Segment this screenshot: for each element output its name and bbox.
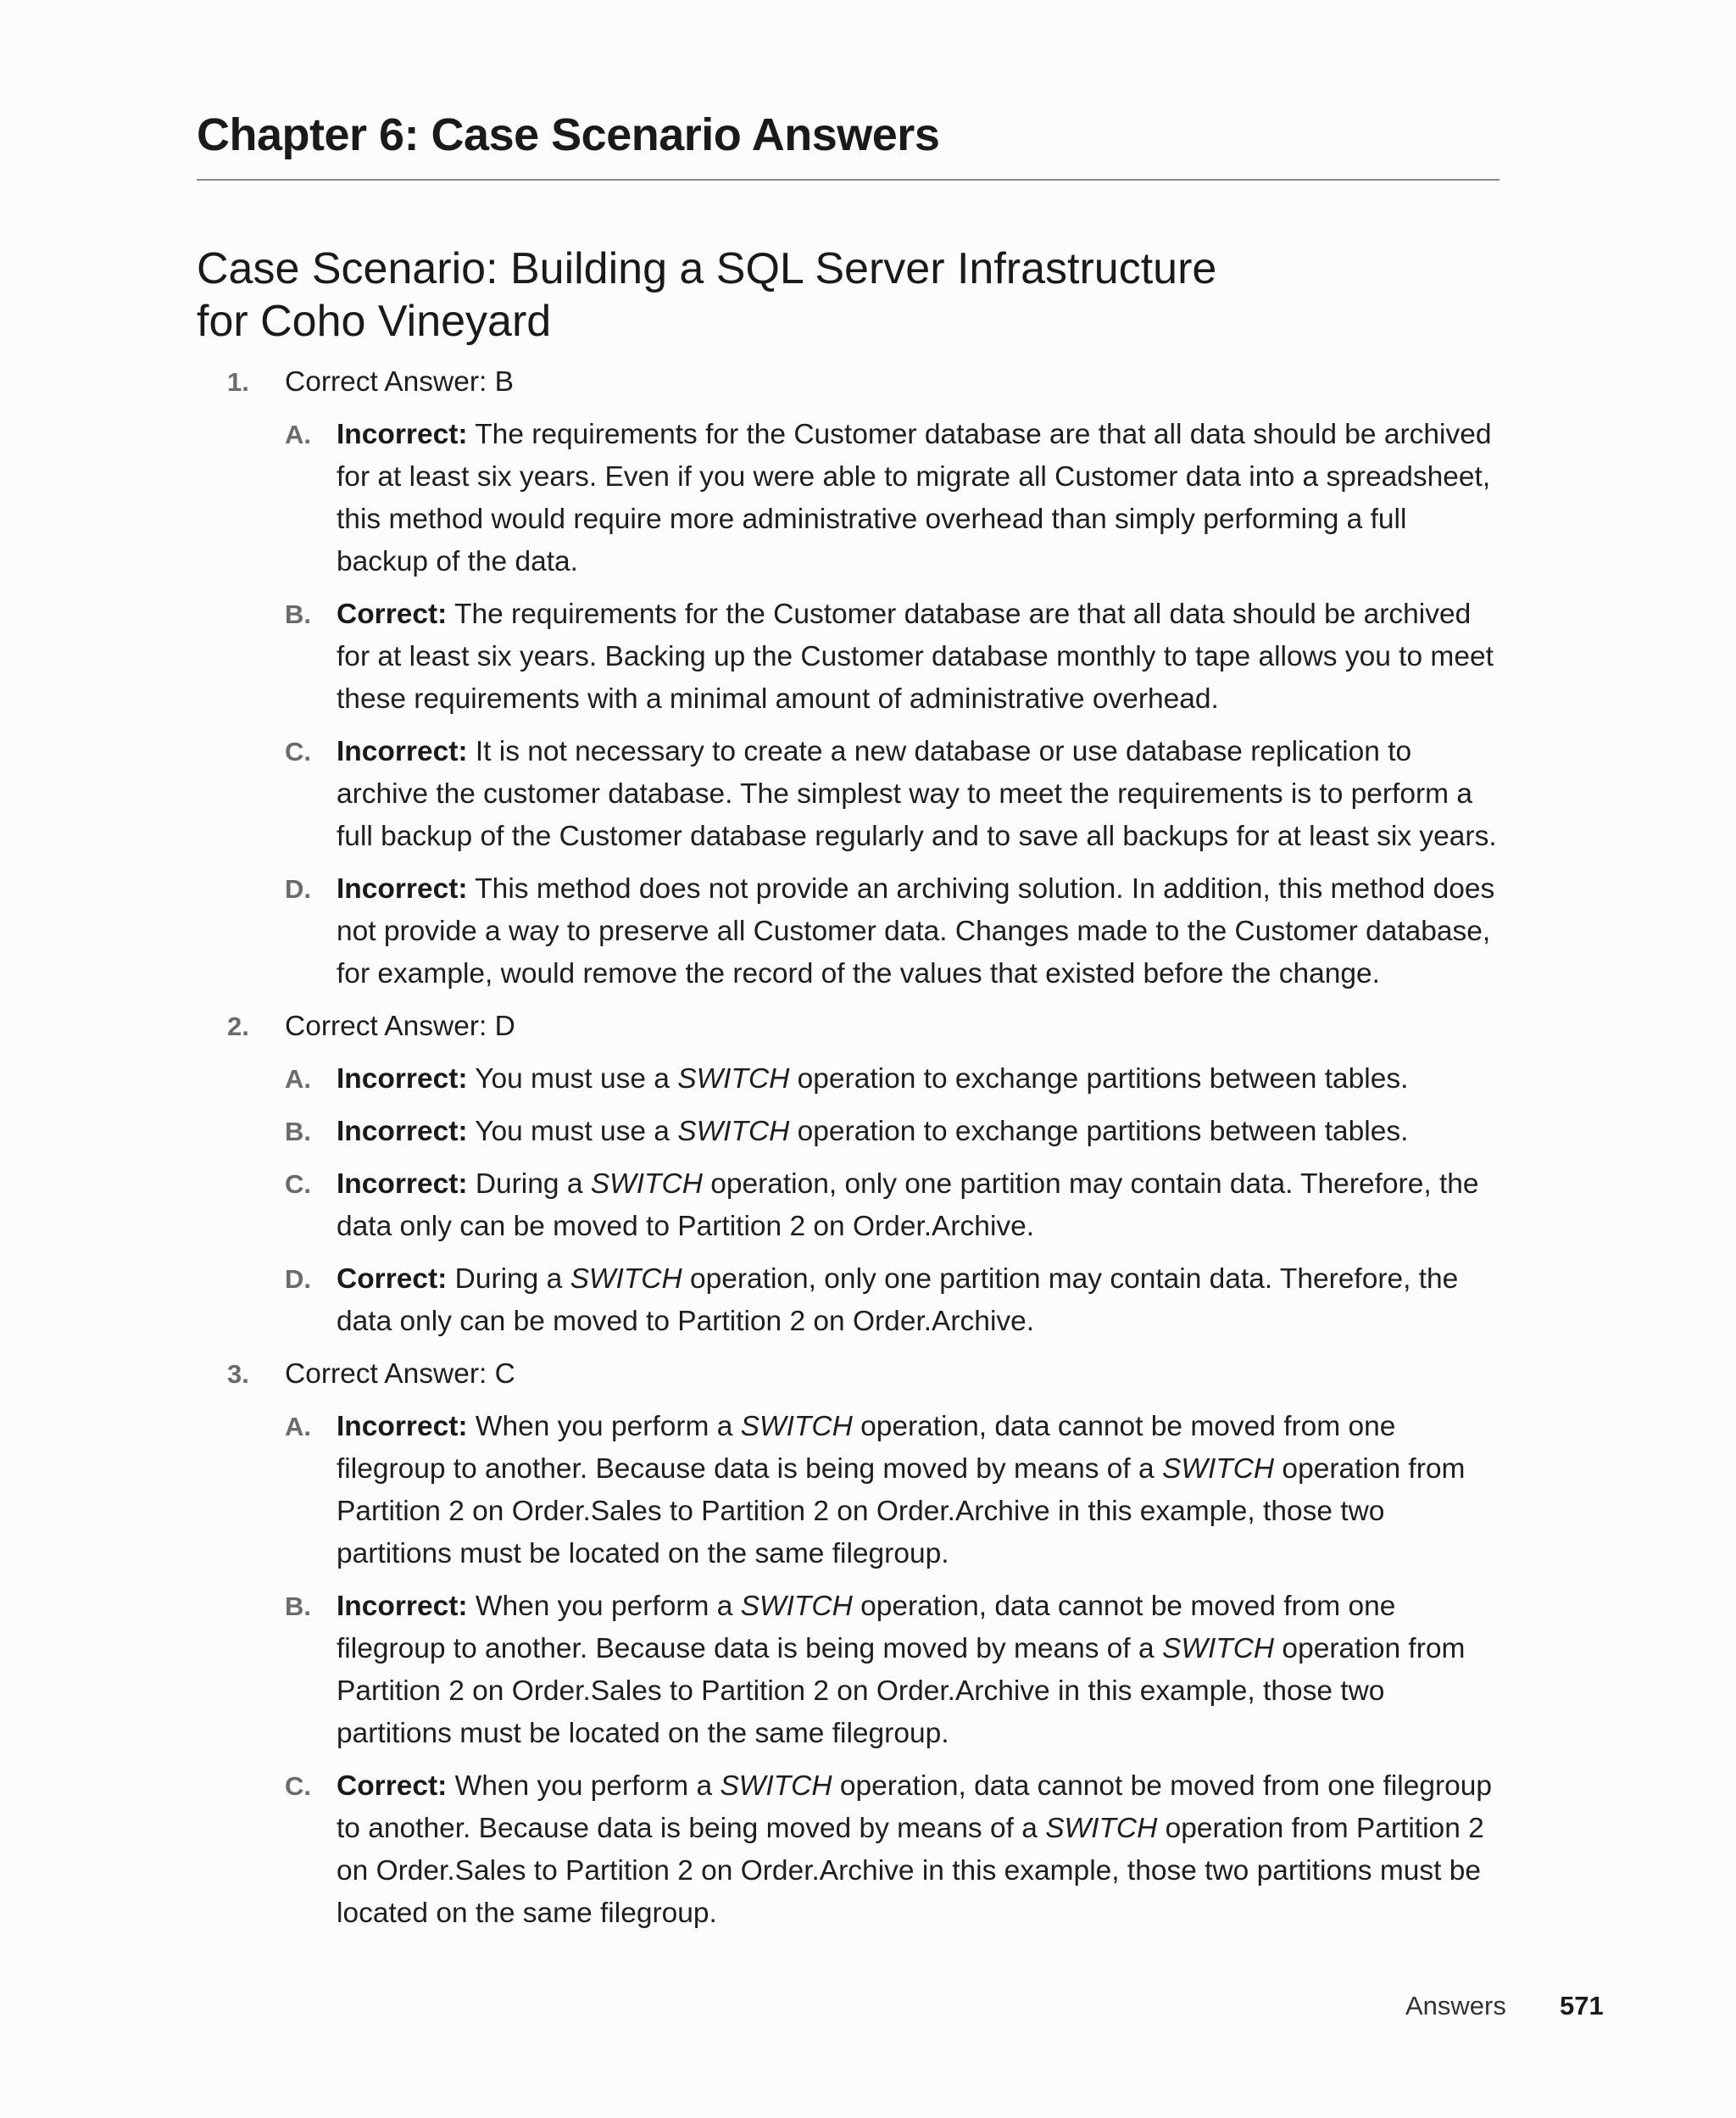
switch-keyword: SWITCH [677, 1116, 790, 1147]
question-2 [197, 1006, 1502, 1343]
footer-section-label: Answers [1405, 1991, 1506, 2020]
option-status: Incorrect: [337, 1411, 468, 1442]
correct-answer-label: Correct Answer: B [285, 366, 514, 398]
switch-keyword: SWITCH [720, 1770, 832, 1802]
option-status: Incorrect: [337, 1063, 468, 1095]
option-explanation: The requirements for the Customer database are that all data should be archived for at least six years. Even if you were able to migrate all Customer data into a spreadsheet, this method would require more administrative overhead than simply performing a full backup of the data. [337, 419, 1492, 577]
case-scenario-title [197, 242, 1383, 348]
option-letter: A. [285, 420, 311, 449]
option-letter: A. [285, 1412, 311, 1441]
option-explanation: You must use a SWITCH operation to exchange partitions between tables. [475, 1063, 1409, 1095]
question-3 [197, 1353, 1502, 1935]
question-header [197, 1006, 1502, 1048]
switch-keyword: SWITCH [1162, 1453, 1275, 1485]
question-number: 3. [227, 1359, 249, 1389]
chapter-title: Chapter 6: Case Scenario Answers [197, 109, 940, 160]
switch-keyword: SWITCH [570, 1263, 682, 1295]
option-letter: D. [285, 1264, 311, 1294]
option-letter: B. [285, 1117, 311, 1146]
option-status: Incorrect: [337, 1116, 468, 1147]
page-number: 571 [1560, 1991, 1604, 2020]
option-status: Incorrect: [337, 873, 468, 905]
question-number: 1. [227, 367, 249, 397]
option-letter: D. [285, 874, 311, 904]
option-item [197, 1765, 1502, 1935]
option-letter: C. [285, 1169, 311, 1199]
option-letter: B. [285, 599, 311, 629]
question-header [197, 1353, 1502, 1396]
question-number: 2. [227, 1012, 249, 1041]
option-explanation: When you perform a SWITCH operation, data cannot be moved from one filegroup to another. Because data is being moved by means of a SWITCH operation from Partition 2 on Order.Sales to Partition 2 on Order.Archive in this example, those two partitions must be located on the same filegroup. [337, 1411, 1466, 1569]
option-letter: C. [285, 1771, 311, 1801]
option-letter: A. [285, 1064, 311, 1094]
option-explanation: During a SWITCH operation, only one partition may contain data. Therefore, the data only can be moved to Partition 2 on Order.Archive. [337, 1263, 1459, 1337]
option-status: Incorrect: [337, 1168, 468, 1200]
option-item [197, 414, 1502, 583]
option-item [197, 594, 1502, 721]
option-item [197, 1058, 1502, 1101]
switch-keyword: SWITCH [1045, 1813, 1158, 1844]
switch-keyword: SWITCH [1162, 1633, 1275, 1664]
option-explanation: It is not necessary to create a new database or use database replication to archive the customer database. The simplest way to meet the requirements is to perform a full backup of the Customer database regularly and to save all backups for at least six years. [337, 736, 1497, 852]
option-explanation: The requirements for the Customer database are that all data should be archived for at least six years. Backing up the Customer database monthly to tape allows you to meet these requirements with a minimal amount of administrative overhead. [337, 599, 1494, 715]
option-letter: C. [285, 737, 311, 766]
option-explanation: This method does not provide an archiving solution. In addition, this method does not provide a way to preserve all Customer data. Changes made to the Customer database, for example, would remove the record of the values that existed before the change. [337, 873, 1495, 989]
option-letter: B. [285, 1591, 311, 1621]
question-header [197, 361, 1502, 404]
option-item [197, 1111, 1502, 1153]
option-status: Incorrect: [337, 1591, 468, 1622]
option-item [197, 1586, 1502, 1755]
option-item [197, 731, 1502, 858]
option-item [197, 1406, 1502, 1575]
switch-keyword: SWITCH [740, 1591, 853, 1622]
option-item [197, 1258, 1502, 1343]
option-status: Incorrect: [337, 736, 468, 767]
option-explanation: During a SWITCH operation, only one partition may contain data. Therefore, the data only can be moved to Partition 2 on Order.Archive. [337, 1168, 1479, 1242]
option-status: Incorrect: [337, 419, 468, 450]
question-1 [197, 361, 1502, 995]
switch-keyword: SWITCH [740, 1411, 853, 1442]
switch-keyword: SWITCH [677, 1063, 790, 1095]
option-explanation: When you perform a SWITCH operation, data cannot be moved from one filegroup to another. Because data is being moved by means of a SWITCH operation from Partition 2 on Order.Sales to Partition 2 on Order.Archive in this example, those two partitions must be located on the same filegroup. [337, 1591, 1466, 1749]
correct-answer-label: Correct Answer: D [285, 1011, 515, 1042]
case-scenario-title-line-1: Case Scenario: Building a SQL Server Infrastructure [197, 244, 1217, 293]
switch-keyword: SWITCH [590, 1168, 703, 1200]
option-list [197, 414, 1502, 995]
question-list [197, 361, 1502, 1945]
option-list [197, 1058, 1502, 1343]
correct-answer-label: Correct Answer: C [285, 1358, 515, 1390]
option-item [197, 868, 1502, 995]
option-status: Correct: [337, 1263, 448, 1295]
option-status: Correct: [337, 1770, 448, 1802]
option-explanation: When you perform a SWITCH operation, data cannot be moved from one filegroup to another. Because data is being moved by means of a SWITCH operation from Partition 2 on Order.Sales to Partition 2 on Order.Archive in this example, those two partitions must be located on the same filegroup. [337, 1770, 1493, 1929]
chapter-title-rule [197, 179, 1500, 181]
option-explanation: You must use a SWITCH operation to exchange partitions between tables. [475, 1116, 1409, 1147]
option-item [197, 1163, 1502, 1248]
case-scenario-title-line-2: for Coho Vineyard [197, 297, 552, 346]
option-status: Correct: [337, 599, 448, 630]
option-list [197, 1406, 1502, 1935]
